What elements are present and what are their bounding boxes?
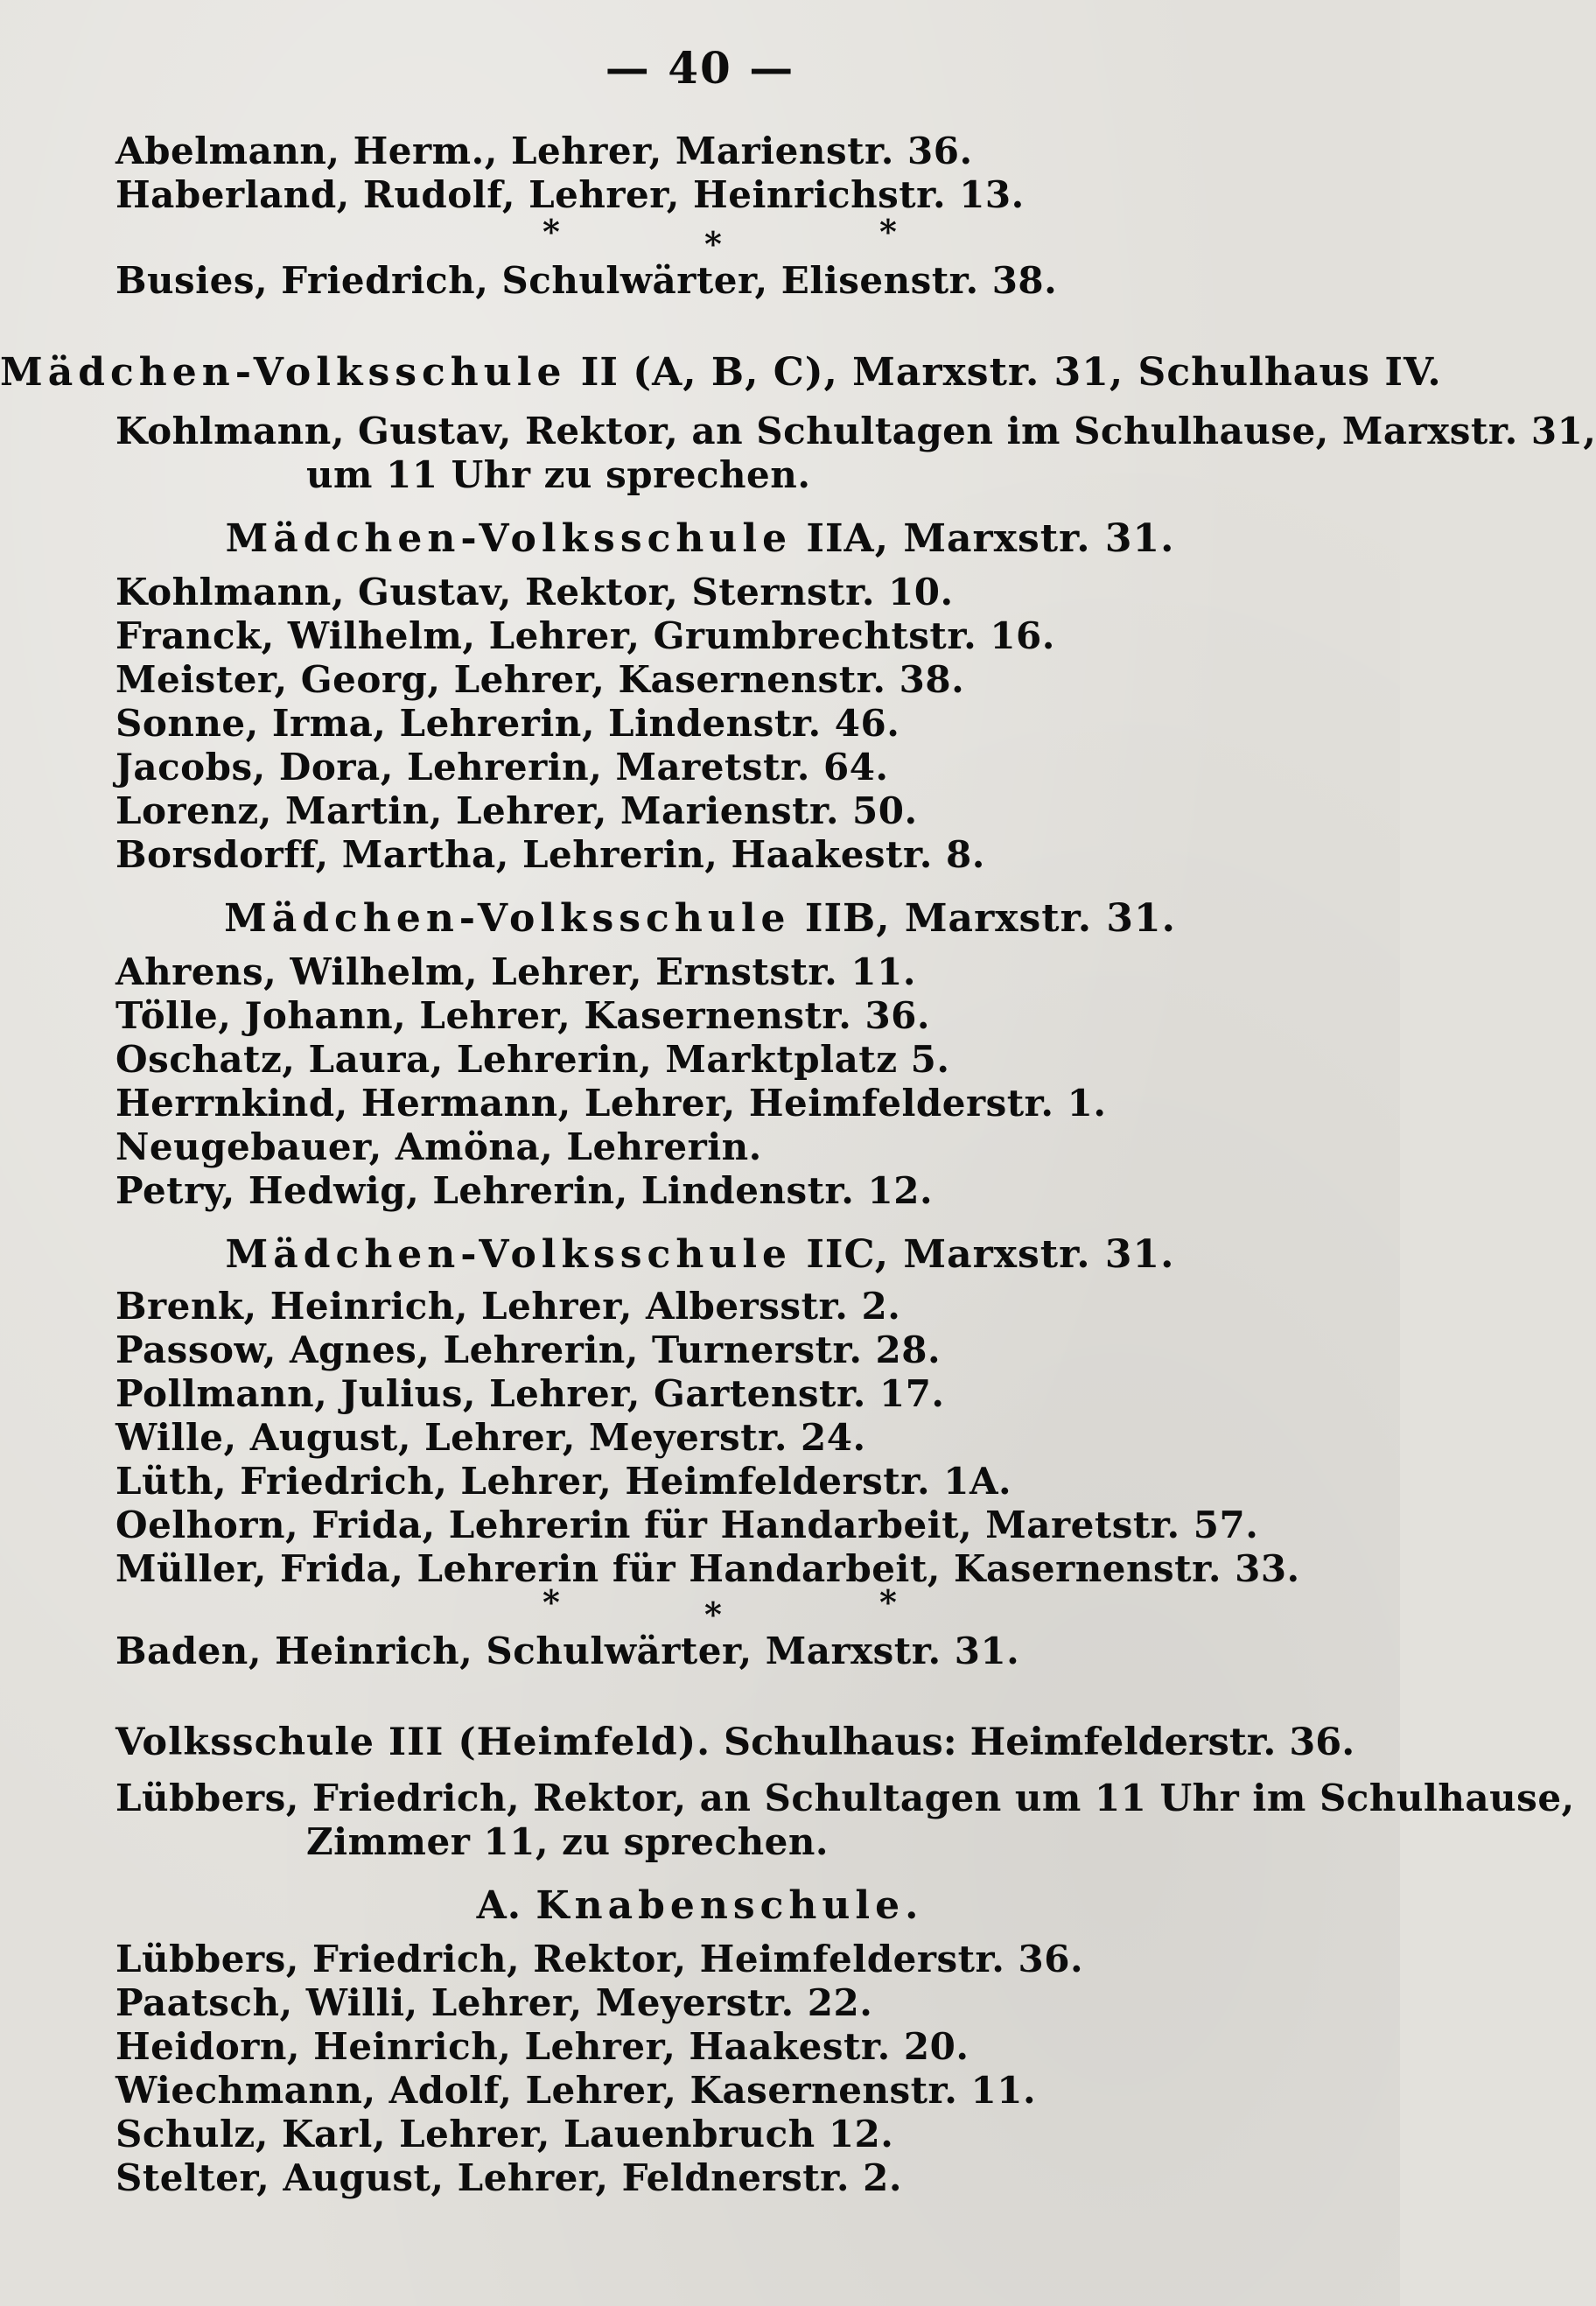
- entry-line: Baden, Heinrich, Schulwärter, Marxstr. 31.: [116, 1630, 1020, 1672]
- entry-line: Ahrens, Wilhelm, Lehrer, Ernststr. 11.: [116, 950, 916, 993]
- section-heading: [0, 1232, 1400, 1277]
- entry-line: Lorenz, Martin, Lehrer, Marienstr. 50.: [116, 789, 918, 832]
- heading-school-name: Volksschule III (Heimfeld).: [116, 1721, 711, 1764]
- entry-line: Kohlmann, Gustav, Rektor, an Schultagen im Schulhause, Marxstr. 31,: [116, 410, 1596, 452]
- entry-line: Kohlmann, Gustav, Rektor, Sternstr. 10.: [116, 571, 954, 613]
- entry-line: Brenk, Heinrich, Lehrer, Albersstr. 2.: [116, 1285, 901, 1328]
- entry-line: Heidorn, Heinrich, Lehrer, Haakestr. 20.: [116, 2025, 970, 2068]
- heading-address: IIB, Marxstr. 31.: [790, 896, 1176, 941]
- entry-line: Jacobs, Dora, Lehrerin, Maretstr. 64.: [116, 746, 889, 789]
- section-heading: [0, 350, 1442, 395]
- entry-line: Haberland, Rudolf, Lehrer, Heinrichstr. 13.: [116, 173, 1025, 216]
- asterisk-separator: [0, 1582, 1400, 1635]
- entry-line: Pollmann, Julius, Lehrer, Gartenstr. 17.: [116, 1372, 945, 1415]
- heading-school-name: Mädchen-Volksschule: [224, 896, 791, 941]
- entry-line: Franck, Wilhelm, Lehrer, Grumbrechtstr. 16.: [116, 614, 1055, 657]
- heading-school-name: Mädchen-Volksschule: [225, 1232, 793, 1277]
- asterisk-icon: *: [879, 1582, 897, 1622]
- entry-line: Paatsch, Willi, Lehrer, Meyerstr. 22.: [116, 1981, 873, 2024]
- entry-line: Lüth, Friedrich, Lehrer, Heimfelderstr. 1A.: [116, 1460, 1012, 1503]
- section-heading: [116, 1721, 1354, 1764]
- section-heading: [0, 896, 1400, 941]
- heading-school-name: Mädchen-Volksschule: [225, 516, 793, 561]
- asterisk-icon: *: [542, 1582, 560, 1622]
- entry-line: Busies, Friedrich, Schulwärter, Elisenstr. 38.: [116, 259, 1058, 302]
- entry-line: Stelter, August, Lehrer, Feldnerstr. 2.: [116, 2156, 902, 2199]
- section-heading: [0, 1883, 1400, 1928]
- asterisk-icon: *: [704, 224, 722, 263]
- entry-line: Herrnkind, Hermann, Lehrer, Heimfelderstr. 1.: [116, 1082, 1107, 1125]
- entry-line-continuation: Zimmer 11, zu sprechen.: [306, 1820, 830, 1863]
- page-number: — 40 —: [605, 42, 795, 94]
- asterisk-icon: *: [704, 1595, 722, 1634]
- entry-line: Meister, Georg, Lehrer, Kasernenstr. 38.: [116, 658, 965, 701]
- entry-line: Lübbers, Friedrich, Rektor, an Schultagen um 11 Uhr im Schulhause,: [116, 1777, 1575, 1819]
- entry-line: Borsdorff, Martha, Lehrerin, Haakestr. 8.: [116, 833, 985, 876]
- entry-line: Tölle, Johann, Lehrer, Kasernenstr. 36.: [116, 994, 931, 1037]
- entry-line: Neugebauer, Amöna, Lehrerin.: [116, 1125, 762, 1168]
- heading-address: IIA, Marxstr. 31.: [792, 516, 1175, 561]
- entry-line: Schulz, Karl, Lehrer, Lauenbruch 12.: [116, 2113, 894, 2155]
- heading-address: II (A, B, C), Marxstr. 31, Schulhaus IV.: [566, 350, 1442, 395]
- entry-line: Wiechmann, Adolf, Lehrer, Kasernenstr. 11.: [116, 2069, 1037, 2112]
- entry-line: Oelhorn, Frida, Lehrerin für Handarbeit, Maretstr. 57.: [116, 1503, 1259, 1546]
- entry-line: Oschatz, Laura, Lehrerin, Marktplatz 5.: [116, 1038, 950, 1081]
- entry-line: Abelmann, Herm., Lehrer, Marienstr. 36.: [116, 130, 973, 172]
- entry-line: Lübbers, Friedrich, Rektor, Heimfelderstr. 36.: [116, 1938, 1084, 1980]
- heading-address: Schulhaus: Heimfelderstr. 36.: [710, 1721, 1355, 1764]
- heading-school-name: Mädchen-Volksschule: [0, 350, 567, 395]
- heading-school-name: Knabenschule.: [536, 1883, 924, 1928]
- entry-line: Sonne, Irma, Lehrerin, Lindenstr. 46.: [116, 702, 900, 745]
- entry-line: Wille, August, Lehrer, Meyerstr. 24.: [116, 1416, 866, 1459]
- entry-line: Petry, Hedwig, Lehrerin, Lindenstr. 12.: [116, 1169, 934, 1212]
- section-heading: [0, 516, 1400, 561]
- entry-line: Passow, Agnes, Lehrerin, Turnerstr. 28.: [116, 1328, 942, 1371]
- heading-address: IIC, Marxstr. 31.: [792, 1232, 1175, 1277]
- entry-line: Müller, Frida, Lehrerin für Handarbeit, Kasernenstr. 33.: [116, 1547, 1300, 1590]
- asterisk-icon: *: [879, 212, 897, 251]
- asterisk-separator: [0, 212, 1400, 264]
- heading-prefix: A.: [476, 1883, 536, 1928]
- asterisk-icon: *: [542, 212, 560, 251]
- entry-line-continuation: um 11 Uhr zu sprechen.: [306, 453, 811, 496]
